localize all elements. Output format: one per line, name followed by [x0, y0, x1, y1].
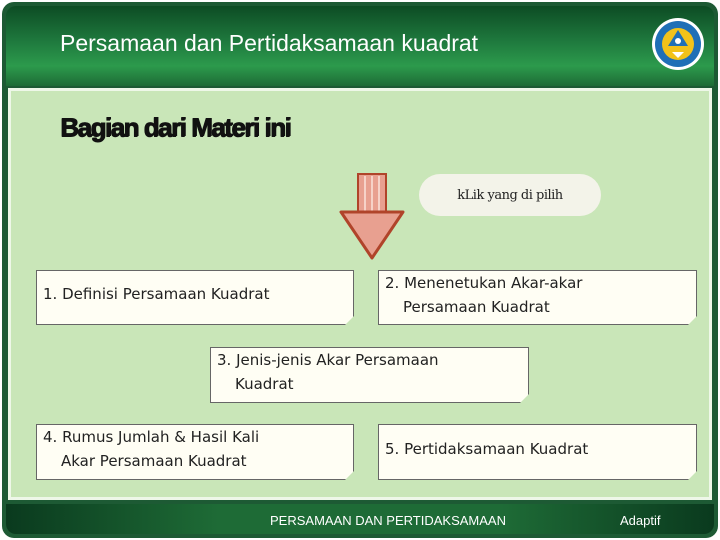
topic-3-label-line2: Kuadrat [235, 375, 294, 393]
hint-bubble: kLik yang di pilih [419, 174, 601, 216]
topic-4-label-line2: Akar Persamaan Kuadrat [61, 452, 247, 470]
topic-5-label: 5. Pertidaksamaan Kuadrat [385, 440, 589, 458]
topic-1-label: 1. Definisi Persamaan Kuadrat [43, 285, 270, 303]
topic-4-button[interactable] [36, 424, 354, 480]
topic-3-button[interactable] [210, 347, 529, 403]
topic-3-label: 3. Jenis-jenis Akar Persamaan [217, 351, 439, 369]
topic-2-button[interactable] [378, 270, 697, 325]
tut-wuri-handayani-logo-icon [650, 16, 706, 72]
page-title: Persamaan dan Pertidaksamaan kuadrat [60, 30, 479, 56]
section-heading: Bagian dari Materi ini [60, 112, 290, 142]
topic-4-label: 4. Rumus Jumlah & Hasil Kali [43, 428, 260, 446]
footer-adaptif-label: Adaptif [620, 513, 661, 528]
topic-2-label: 2. Menenetukan Akar-akar [385, 274, 583, 292]
footer-title: PERSAMAAN DAN PERTIDAKSAMAAN [270, 513, 506, 528]
down-arrow-icon [338, 172, 406, 262]
topic-5-button[interactable] [378, 424, 697, 480]
topic-1-button[interactable] [36, 270, 354, 325]
topic-2-label-line2: Persamaan Kuadrat [403, 298, 550, 316]
